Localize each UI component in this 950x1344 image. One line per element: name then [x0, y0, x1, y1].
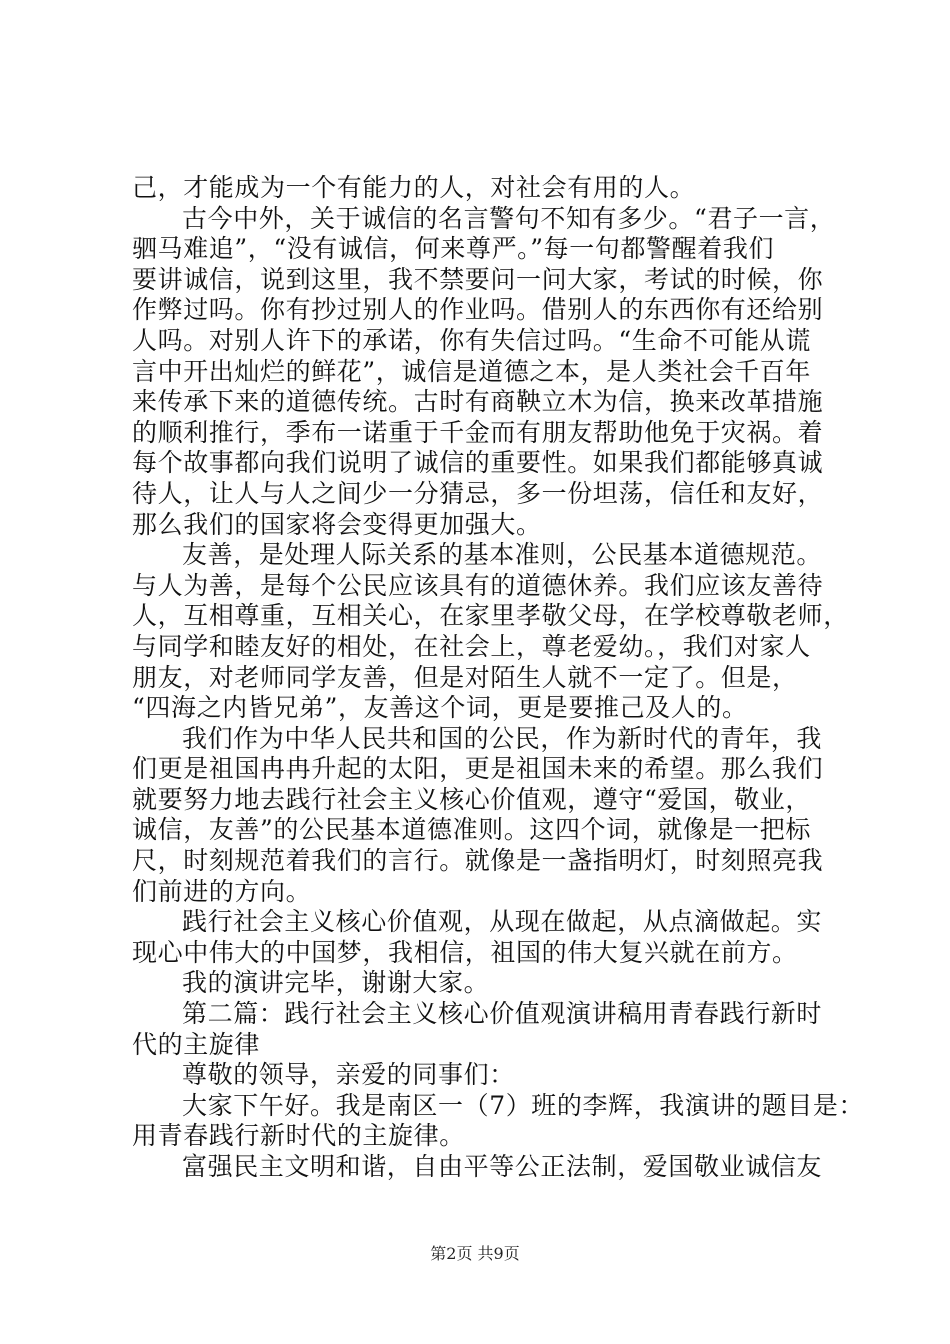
text-line: 友善，是处理人际关系的基本准则，公民基本道德规范。: [182, 540, 823, 570]
text-line: 大家下午好。我是南区一（7）班的李辉，我演讲的题目是：: [182, 1090, 865, 1120]
text-line: 每个故事都向我们说明了诚信的重要性。如果我们都能够真诚: [132, 448, 824, 478]
text-line: 人，互相尊重，互相关心，在家里孝敬父母，在学校尊敬老师，: [132, 601, 849, 631]
text-line: 那么我们的国家将会变得更加强大。: [132, 509, 542, 539]
text-line: “四海之内皆兄弟”，友善这个词，更是要推己及人的。: [132, 693, 748, 723]
text-line: 用青春践行新时代的主旋律。: [132, 1121, 465, 1151]
text-line: 朋友，对老师同学友善，但是对陌生人就不一定了。但是，: [132, 662, 798, 692]
text-line: 们更是祖国冉冉升起的太阳，更是祖国未来的希望。那么我们: [132, 754, 824, 784]
text-line: 们前进的方向。: [132, 876, 312, 906]
text-line: 我的演讲完毕，谢谢大家。: [182, 968, 490, 998]
text-line: 我们作为中华人民共和国的公民，作为新时代的青年，我: [182, 723, 823, 753]
text-line: 诚信，友善”的公民基本道德准则。这四个词，就像是一把标: [132, 815, 811, 845]
text-line: 就要努力地去践行社会主义核心价值观，遵守“爱国，敬业，: [132, 784, 811, 814]
text-line: 来传承下来的道德传统。古时有商鞅立木为信，换来改革措施: [132, 387, 824, 417]
text-line: 要讲诚信，说到这里，我不禁要问一问大家，考试的时候，你: [132, 264, 824, 294]
text-line: 尊敬的领导，亲爱的同事们：: [182, 1060, 515, 1090]
text-line: 的顺利推行，季布一诺重于千金而有朋友帮助他免于灾祸。着: [132, 417, 824, 447]
text-line: 言中开出灿烂的鲜花”，诚信是道德之本，是人类社会千百年: [132, 356, 811, 386]
text-line: 己，才能成为一个有能力的人，对社会有用的人。: [132, 173, 696, 202]
text-line: 尺，时刻规范着我们的言行。就像是一盏指明灯，时刻照亮我: [132, 846, 824, 876]
text-line: 现心中伟大的中国梦，我相信，祖国的伟大复兴就在前方。: [132, 937, 798, 967]
text-line: 待人，让人与人之间少一分猜忌，多一份坦荡，信任和友好，: [132, 478, 824, 508]
document-body: [132, 173, 865, 1183]
text-line: 践行社会主义核心价值观，从现在做起，从点滴做起。实: [182, 907, 823, 937]
text-line: 富强民主文明和谐，自由平等公正法制，爱国敬业诚信友: [182, 1152, 823, 1181]
text-line: 驷马难追”，“没有诚信，何来尊严。”每一句都警醒着我们: [132, 234, 775, 264]
text-line: 与人为善，是每个公民应该具有的道德休养。我们应该友善待: [132, 570, 824, 600]
text-line: 人吗。对别人许下的承诺，你有失信过吗。“生命不可能从谎: [132, 325, 811, 355]
text-line: 代的主旋律: [132, 1029, 261, 1059]
text-line: 古今中外，关于诚信的名言警句不知有多少。“君子一言，: [182, 203, 836, 233]
text-line: 第二篇：践行社会主义核心价值观演讲稿用青春践行新时: [182, 999, 823, 1029]
text-line: 与同学和睦友好的相处，在社会上，尊老爱幼。，我们对家人: [132, 631, 811, 661]
text-line: 作弊过吗。你有抄过别人的作业吗。借别人的东西你有还给别: [132, 295, 824, 325]
page-footer: 第2页 共9页: [430, 1244, 520, 1263]
